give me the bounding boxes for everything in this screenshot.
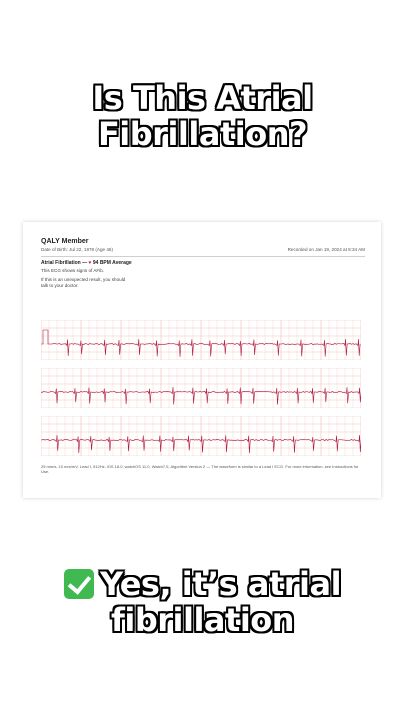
ecg-strip-1-graph [41, 320, 361, 360]
headline-question-line2: Fibrillation? [97, 115, 308, 153]
classification [41, 260, 132, 266]
ecg-strip-3 [41, 416, 361, 456]
average-bpm: 94 BPM Average [92, 260, 132, 266]
ecg-grid [41, 416, 361, 456]
patient-name: QALY Member [41, 238, 89, 245]
afib-note: This ECG shows signs of AFib. [41, 268, 105, 273]
recording-details: 25 mm/s, 10 mm/mV, Lead I, 512Hz, iOS 18.0, watchOS 11.0, Watch7,5, Algorithm Version 2 — The waveform is similar to a Lead I ECG. For more information, see Instructions for Use. [41, 464, 359, 475]
header-divider [41, 256, 365, 257]
ecg-strip-2-graph [41, 368, 361, 408]
headline-answer [0, 566, 405, 638]
headline-answer-text: Yes, it’s atrial [99, 565, 342, 603]
classification-label: Atrial Fibrillation [41, 260, 81, 266]
headline-question-line1: Is This Atrial [92, 79, 313, 117]
headline-question [0, 80, 405, 152]
ecg-strip-3-graph [41, 416, 361, 456]
ecg-report [23, 222, 381, 498]
heart-icon: ♥ [88, 260, 92, 266]
ecg-strip-2 [41, 368, 361, 408]
advice-line-2: talk to your doctor. [41, 283, 79, 288]
ecg-grid [41, 320, 361, 360]
advice-line-1: If this is an unexpected result, you should [41, 277, 126, 282]
ecg-strip-1 [41, 320, 361, 360]
headline-answer-line2: fibrillation [110, 601, 295, 639]
date-of-birth: Date of Birth: Jul 22, 1978 (Age 46) [41, 247, 114, 252]
check-mark-button-icon [64, 569, 94, 599]
headline-answer-line1 [0, 566, 405, 602]
classification-separator: — [82, 260, 88, 266]
recorded-timestamp: Recorded on Jan 19, 2024 at 8:34 AM [287, 247, 365, 252]
